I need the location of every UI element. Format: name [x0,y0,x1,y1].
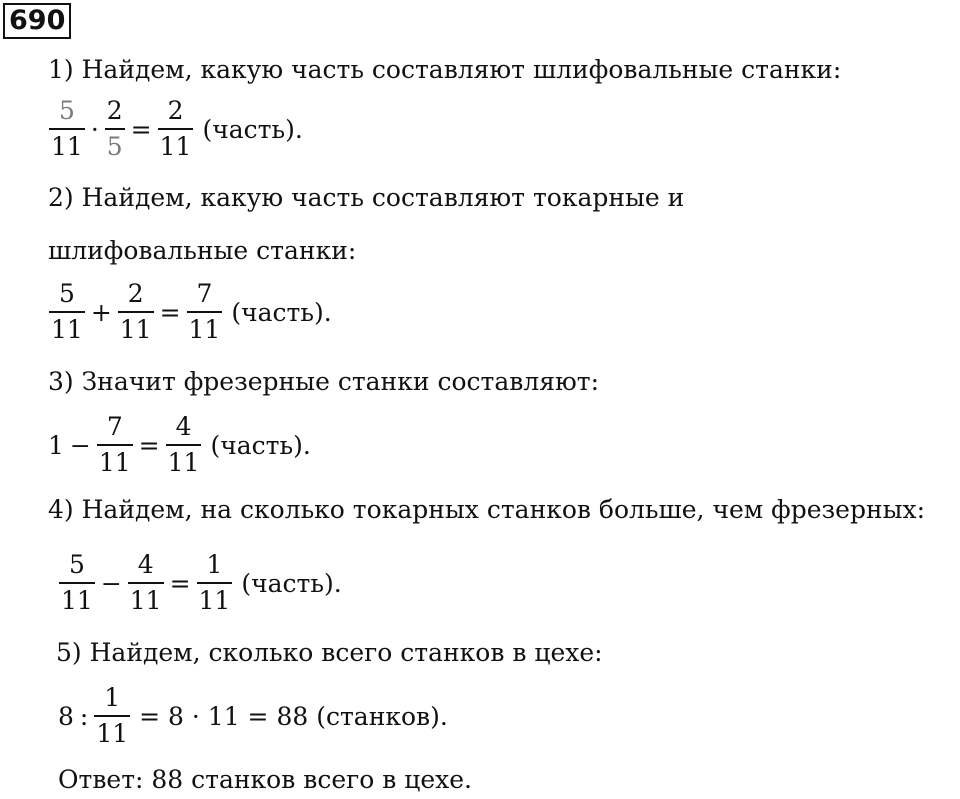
answer-text: Ответ: 88 станков всего в цехе. [58,765,472,794]
numerator: 2 [127,279,144,308]
denominator: 11 [159,132,192,161]
step-3-text: 3) Значит фрезерные станки составляют: [48,367,599,396]
minus-operator: − [100,568,122,598]
denominator: 11 [98,448,131,477]
unit-label: (часть). [231,297,332,327]
unit-label: (часть). [210,430,311,460]
step-2-text-line-2: шлифовальные станки: [48,236,357,265]
unit-label: (часть). [202,114,303,144]
numerator: 1 [104,683,121,712]
fraction [59,550,95,616]
equation-5 [58,683,448,749]
numerator: 4 [175,412,192,441]
numerator: 2 [167,96,184,125]
fraction [187,279,223,345]
minus-operator: − [69,430,91,460]
fraction [105,96,125,162]
fraction [49,279,85,345]
fraction [49,96,85,162]
multiply-operator: · [90,114,99,144]
denominator: 11 [51,315,83,344]
numerator: 2 [106,96,123,125]
equals-sign: = [169,568,191,598]
unit-label: (часть). [241,568,342,598]
denominator: 11 [167,448,200,477]
fraction [118,279,154,345]
fraction [97,412,133,478]
equation-4 [56,550,342,616]
fraction [94,683,130,749]
result-expression: = 8 · 11 = 88 (станков). [139,701,448,731]
fraction [166,412,202,478]
equals-sign: = [159,297,181,327]
equation-3 [48,412,311,478]
problem-number: 690 [3,3,71,39]
fraction [158,96,194,162]
denominator: 11 [129,586,162,615]
denominator: 5 [106,132,123,161]
numerator: 1 [206,550,223,579]
leading-number: 8 [58,701,74,731]
step-1-text: 1) Найдем, какую часть составляют шлифовальные станки: [48,55,842,84]
fraction [128,550,164,616]
step-5-text: 5) Найдем, сколько всего станков в цехе: [56,638,603,667]
denominator: 11 [61,586,93,615]
fraction [197,550,233,616]
denominator: 11 [198,586,231,615]
numerator: 7 [196,279,213,308]
denominator: 11 [119,315,152,344]
equation-2 [46,279,332,345]
leading-number: 1 [48,430,64,460]
equation-1 [46,96,303,162]
numerator: 5 [58,279,75,308]
denominator: 11 [51,132,83,161]
denominator: 11 [96,719,129,748]
plus-operator: + [90,297,112,327]
numerator: 4 [137,550,154,579]
equals-sign: = [138,430,160,460]
numerator: 5 [58,96,75,125]
step-2-text-line-1: 2) Найдем, какую часть составляют токарные и [48,183,685,212]
step-4-text: 4) Найдем, на сколько токарных станков больше, чем фрезерных: [48,495,926,524]
divide-operator: : [79,701,89,731]
numerator: 5 [68,550,85,579]
equals-sign: = [130,114,152,144]
numerator: 7 [106,412,123,441]
denominator: 11 [188,315,221,344]
